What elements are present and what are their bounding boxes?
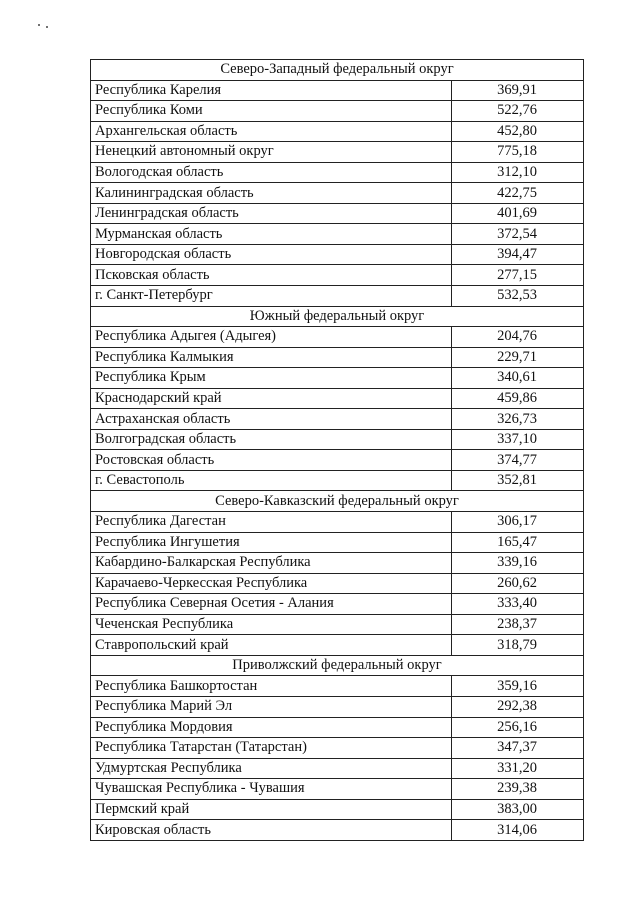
scan-speck xyxy=(46,26,48,28)
table-row xyxy=(91,183,584,204)
region-name-cell: Мурманская область xyxy=(91,224,452,245)
region-name-cell: Республика Татарстан (Татарстан) xyxy=(91,738,452,759)
region-value-cell: 337,10 xyxy=(452,429,584,450)
table-row xyxy=(91,594,584,615)
region-name-cell: Ненецкий автономный округ xyxy=(91,142,452,163)
table-row xyxy=(91,779,584,800)
region-name-cell: Архангельская область xyxy=(91,121,452,142)
region-name-cell: Ставропольский край xyxy=(91,635,452,656)
scan-speck xyxy=(38,24,40,26)
region-value-cell: 522,76 xyxy=(452,101,584,122)
table-row xyxy=(91,553,584,574)
section-header-row xyxy=(91,60,584,81)
region-value-cell: 239,38 xyxy=(452,779,584,800)
region-value-cell: 165,47 xyxy=(452,532,584,553)
region-value-cell: 459,86 xyxy=(452,388,584,409)
region-value-cell: 401,69 xyxy=(452,203,584,224)
table-row xyxy=(91,162,584,183)
table-row xyxy=(91,799,584,820)
region-name-cell: Республика Коми xyxy=(91,101,452,122)
region-name-cell: Карачаево-Черкесская Республика xyxy=(91,573,452,594)
section-title: Северо-Западный федеральный округ xyxy=(91,60,584,81)
region-value-cell: 374,77 xyxy=(452,450,584,471)
section-header-row xyxy=(91,306,584,327)
section-title: Северо-Кавказский федеральный округ xyxy=(91,491,584,512)
region-value-cell: 347,37 xyxy=(452,738,584,759)
table-row xyxy=(91,121,584,142)
table-row xyxy=(91,450,584,471)
table-row xyxy=(91,327,584,348)
section-title: Южный федеральный округ xyxy=(91,306,584,327)
section-header-row xyxy=(91,491,584,512)
table-row xyxy=(91,573,584,594)
section-header-row xyxy=(91,655,584,676)
region-name-cell: г. Санкт-Петербург xyxy=(91,286,452,307)
region-name-cell: Калининградская область xyxy=(91,183,452,204)
region-value-cell: 314,06 xyxy=(452,820,584,841)
region-name-cell: Пермский край xyxy=(91,799,452,820)
region-name-cell: Волгоградская область xyxy=(91,429,452,450)
region-name-cell: Астраханская область xyxy=(91,409,452,430)
region-name-cell: Республика Марий Эл xyxy=(91,696,452,717)
table-row xyxy=(91,676,584,697)
region-name-cell: Удмуртская Республика xyxy=(91,758,452,779)
table-row xyxy=(91,470,584,491)
table-row xyxy=(91,80,584,101)
region-name-cell: Краснодарский край xyxy=(91,388,452,409)
table-row xyxy=(91,738,584,759)
table-row xyxy=(91,224,584,245)
region-value-cell: 333,40 xyxy=(452,594,584,615)
region-values-table xyxy=(90,59,584,841)
table-row xyxy=(91,532,584,553)
region-value-cell: 312,10 xyxy=(452,162,584,183)
region-name-cell: Кировская область xyxy=(91,820,452,841)
region-value-cell: 331,20 xyxy=(452,758,584,779)
region-value-cell: 372,54 xyxy=(452,224,584,245)
region-value-cell: 369,91 xyxy=(452,80,584,101)
region-name-cell: Вологодская область xyxy=(91,162,452,183)
region-name-cell: Республика Мордовия xyxy=(91,717,452,738)
region-name-cell: Чувашская Республика - Чувашия xyxy=(91,779,452,800)
region-value-cell: 339,16 xyxy=(452,553,584,574)
region-value-cell: 775,18 xyxy=(452,142,584,163)
region-value-cell: 306,17 xyxy=(452,512,584,533)
table-row xyxy=(91,388,584,409)
table-body xyxy=(91,60,584,841)
table-row xyxy=(91,142,584,163)
table-row xyxy=(91,265,584,286)
region-name-cell: Кабардино-Балкарская Республика xyxy=(91,553,452,574)
table-row xyxy=(91,696,584,717)
region-value-cell: 383,00 xyxy=(452,799,584,820)
region-name-cell: Республика Адыгея (Адыгея) xyxy=(91,327,452,348)
region-name-cell: Новгородская область xyxy=(91,244,452,265)
table-row xyxy=(91,244,584,265)
region-value-cell: 394,47 xyxy=(452,244,584,265)
table-row xyxy=(91,409,584,430)
region-value-cell: 229,71 xyxy=(452,347,584,368)
region-value-cell: 256,16 xyxy=(452,717,584,738)
region-value-cell: 204,76 xyxy=(452,327,584,348)
region-value-cell: 318,79 xyxy=(452,635,584,656)
region-value-cell: 422,75 xyxy=(452,183,584,204)
table-row xyxy=(91,635,584,656)
region-value-cell: 532,53 xyxy=(452,286,584,307)
region-value-cell: 277,15 xyxy=(452,265,584,286)
region-value-cell: 292,38 xyxy=(452,696,584,717)
region-value-cell: 238,37 xyxy=(452,614,584,635)
region-name-cell: Республика Крым xyxy=(91,368,452,389)
table-row xyxy=(91,101,584,122)
table-row xyxy=(91,717,584,738)
region-value-cell: 260,62 xyxy=(452,573,584,594)
region-value-cell: 352,81 xyxy=(452,470,584,491)
table-row xyxy=(91,429,584,450)
table-row xyxy=(91,203,584,224)
table-row xyxy=(91,347,584,368)
section-title: Приволжский федеральный округ xyxy=(91,655,584,676)
region-value-cell: 452,80 xyxy=(452,121,584,142)
region-name-cell: Ростовская область xyxy=(91,450,452,471)
region-name-cell: Ленинградская область xyxy=(91,203,452,224)
region-name-cell: Республика Башкортостан xyxy=(91,676,452,697)
region-name-cell: Чеченская Республика xyxy=(91,614,452,635)
region-name-cell: Республика Дагестан xyxy=(91,512,452,533)
table-row xyxy=(91,758,584,779)
region-name-cell: Республика Ингушетия xyxy=(91,532,452,553)
region-value-cell: 326,73 xyxy=(452,409,584,430)
region-name-cell: Республика Карелия xyxy=(91,80,452,101)
region-name-cell: г. Севастополь xyxy=(91,470,452,491)
region-name-cell: Псковская область xyxy=(91,265,452,286)
table-row xyxy=(91,820,584,841)
table-row xyxy=(91,614,584,635)
region-value-cell: 359,16 xyxy=(452,676,584,697)
table-row xyxy=(91,512,584,533)
region-name-cell: Республика Калмыкия xyxy=(91,347,452,368)
table-row xyxy=(91,286,584,307)
region-name-cell: Республика Северная Осетия - Алания xyxy=(91,594,452,615)
region-value-cell: 340,61 xyxy=(452,368,584,389)
table-row xyxy=(91,368,584,389)
